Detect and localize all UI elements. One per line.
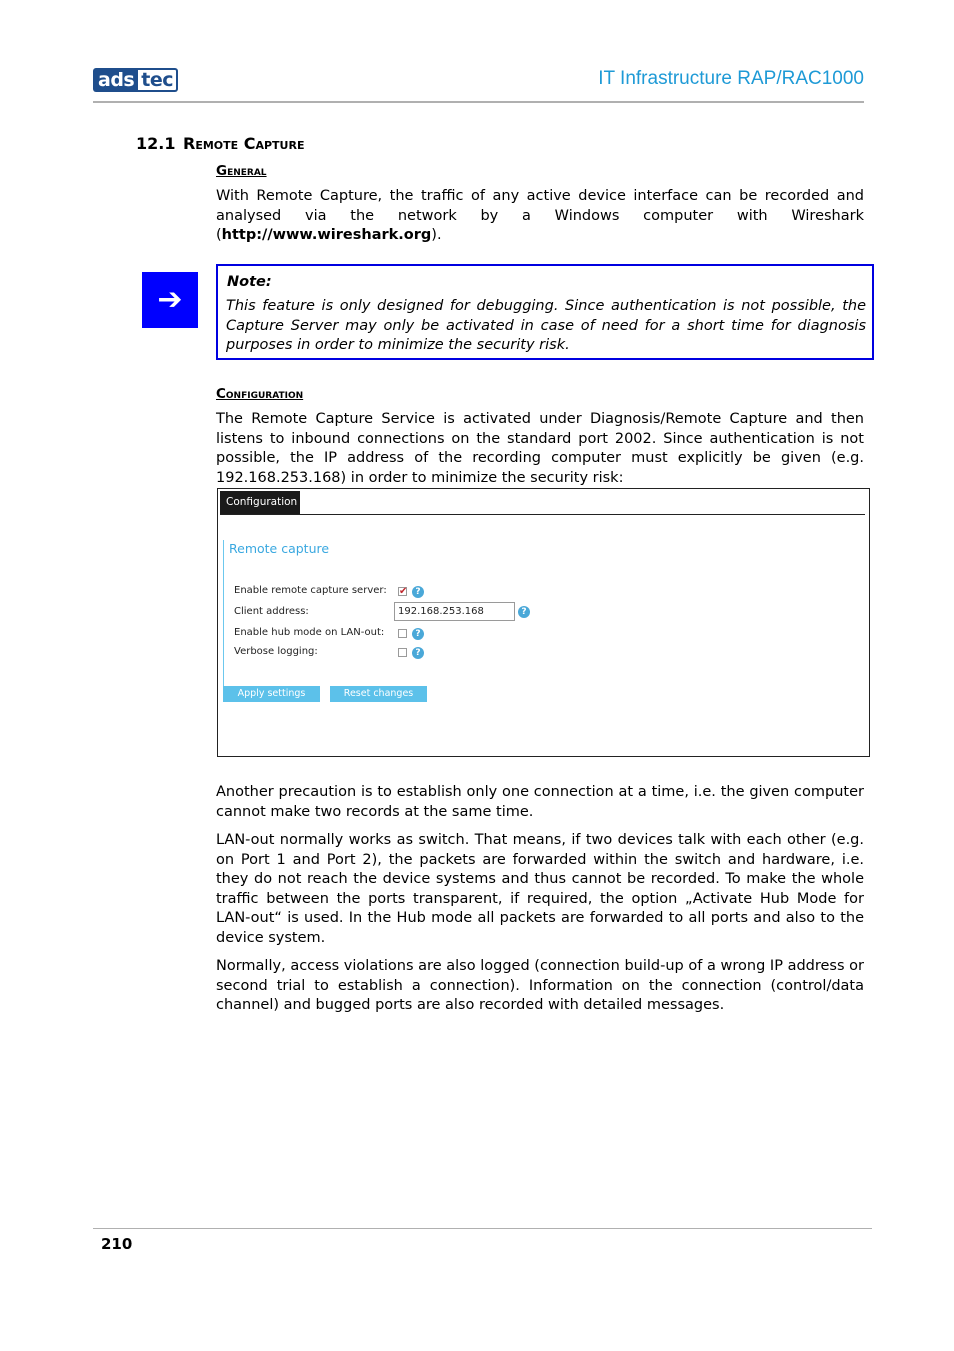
wireshark-link[interactable]: http://www.wireshark.org [221,227,432,243]
ads-tec-logo [93,68,178,92]
panel-accent-line [223,540,224,691]
help-icon[interactable]: ? [518,606,530,618]
precaution-paragraph: Another precaution is to establish only one connection at a time, i.e. the given computer cannot make two records at the same time. [216,784,864,820]
note-box [216,264,874,360]
configuration-heading: Configuration [216,386,304,402]
configuration-paragraph: The Remote Capture Service is activated under Diagnosis/Remote Capture and then listens to inbound connections on the standard port 2002. Since authentication is not possible, the IP address of the recording computer must explicitly be given (e.g. 192.168.253.168) in order to minimize the security risk: [216,411,864,486]
help-icon[interactable]: ? [412,628,424,640]
panel-title: Remote capture [229,541,330,556]
header-divider [93,101,864,103]
general-paragraph [216,187,864,246]
right-arrow-icon: ➔ [142,272,198,328]
access-violations-paragraph: Normally, access violations are also logged (connection build-up of a wrong IP address or second trial to establish a connection). Information on the connection (control/data channel) and bugged ports are also recorded with detailed messages. [216,958,864,1013]
hub-mode-checkbox[interactable] [398,629,407,638]
section-number: 12.1 [136,134,176,153]
apply-settings-button[interactable]: Apply settings [223,686,320,702]
client-address-input[interactable]: 192.168.253.168 [394,602,515,621]
general-text-after: ). [431,227,442,243]
note-text: This feature is only designed for debugging. Since authentication is not possible, the Capture Server may only be activated in case of need for a short time for diagnosis purposes in order to minimize the security risk. [226,298,866,353]
tab-configuration[interactable]: Configuration [220,491,300,514]
logo-left-text: ads [93,68,138,92]
footer-divider [93,1228,872,1229]
logo-right-text: tec [138,68,178,92]
enable-remote-capture-checkbox[interactable]: ✔ [399,586,408,597]
hub-mode-label: Enable hub mode on LAN-out: [234,627,385,638]
client-address-label: Client address: [234,606,309,617]
verbose-logging-checkbox[interactable] [398,648,407,657]
enable-remote-capture-label: Enable remote capture server: [234,585,387,596]
help-icon[interactable]: ? [412,586,424,598]
document-title: IT Infrastructure RAP/RAC1000 [598,68,864,89]
lan-out-paragraph: LAN-out normally works as switch. That means, if two devices talk with each other (e.g. on Port 1 and Port 2), the packets are forwarded within the switch and hardware, i.e. they do not reach the device systems and thus cannot be recorded. To make the whole traffic between the ports transparent, if required, the option „Activate Hub Mode for LAN-out“ is used. In the Hub mode all packets are forwarded to all ports and also to the device system. [216,832,864,946]
general-heading: General [216,163,267,179]
page-number: 210 [101,1235,133,1253]
verbose-logging-label: Verbose logging: [234,646,318,657]
section-title: Remote Capture [183,134,305,153]
help-icon[interactable]: ? [412,647,424,659]
tab-underline [220,514,865,515]
note-label: Note: [227,274,272,290]
reset-changes-button[interactable]: Reset changes [330,686,427,702]
remote-capture-screenshot [217,488,870,757]
general-text-before: With Remote Capture, the traffic of any active device interface can be recorded and analysed via the network by a Windows computer with Wireshark ( [216,188,864,243]
